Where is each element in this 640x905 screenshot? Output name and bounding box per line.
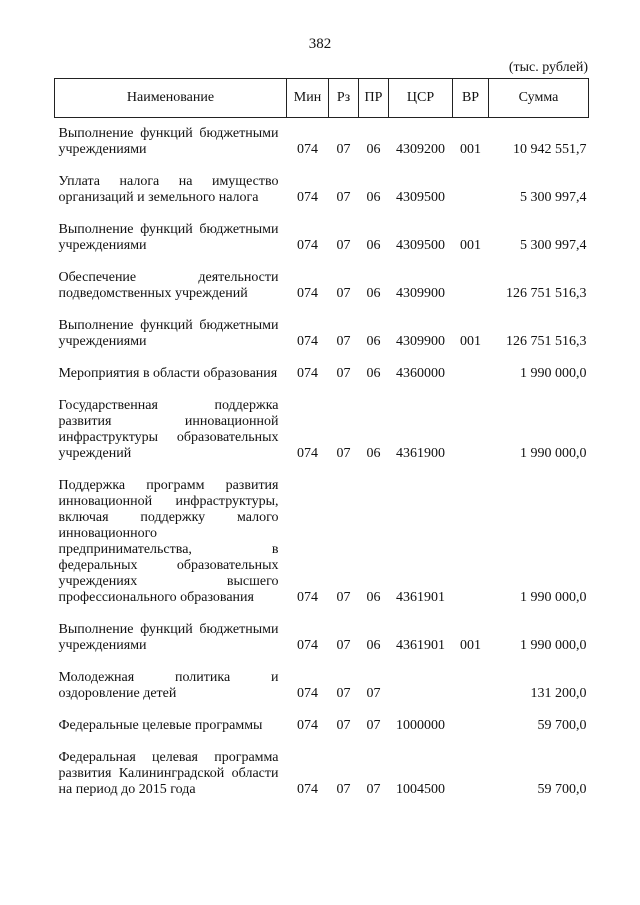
table-row xyxy=(55,742,589,806)
row-min: 074 xyxy=(297,142,318,157)
row-sum: 131 200,0 xyxy=(530,686,587,701)
row-rz: 07 xyxy=(336,334,351,349)
row-rz: 07 xyxy=(336,366,351,381)
row-vr: 001 xyxy=(460,238,481,253)
row-name: Выполнение функций бюджетными учреждениями xyxy=(58,622,279,653)
row-pr: 06 xyxy=(366,286,381,301)
row-pr: 07 xyxy=(366,782,381,797)
row-sum: 126 751 516,3 xyxy=(506,334,587,349)
row-csr: 1004500 xyxy=(396,782,445,797)
row-rz: 07 xyxy=(336,190,351,205)
header-rz: Рз xyxy=(329,79,359,118)
row-sum: 10 942 551,7 xyxy=(513,142,587,157)
table-row xyxy=(55,390,589,470)
row-rz: 07 xyxy=(336,446,351,461)
row-csr: 4361901 xyxy=(396,638,445,653)
row-csr xyxy=(389,662,453,710)
row-vr: 001 xyxy=(460,638,481,653)
row-vr: 001 xyxy=(460,142,481,157)
row-name: Выполнение функций бюджетными учреждениями xyxy=(58,222,279,253)
row-min: 074 xyxy=(297,686,318,701)
row-sum: 5 300 997,4 xyxy=(520,238,587,253)
row-vr: 001 xyxy=(460,334,481,349)
row-pr: 06 xyxy=(366,190,381,205)
header-vr: ВР xyxy=(453,79,489,118)
row-rz: 07 xyxy=(336,286,351,301)
row-vr xyxy=(453,710,489,742)
row-name: Уплата налога на имущество организаций и земельного налога xyxy=(58,174,279,205)
row-csr: 4361900 xyxy=(396,446,445,461)
row-sum: 59 700,0 xyxy=(537,782,587,797)
row-min: 074 xyxy=(297,238,318,253)
header-row xyxy=(55,79,589,118)
row-csr: 4309200 xyxy=(396,142,445,157)
row-vr xyxy=(453,390,489,470)
row-pr: 07 xyxy=(366,686,381,701)
header-sum: Сумма xyxy=(489,79,589,118)
row-csr: 1000000 xyxy=(396,718,445,733)
table-row xyxy=(55,310,589,358)
row-vr xyxy=(453,742,489,806)
row-rz: 07 xyxy=(336,782,351,797)
row-name: Поддержка программ развития инновационной инфраструктуры, включая поддержку малого инновационного предпринимательства, в федеральных образовательных учреждениях высшего профессионального образования xyxy=(58,478,279,605)
row-csr: 4309500 xyxy=(396,238,445,253)
row-csr: 4361901 xyxy=(396,590,445,605)
row-name: Федеральные целевые программы xyxy=(58,718,263,733)
row-min: 074 xyxy=(297,590,318,605)
table-row xyxy=(55,262,589,310)
row-vr xyxy=(453,166,489,214)
row-name: Обеспечение деятельности подведомственных учреждений xyxy=(58,270,279,301)
row-vr xyxy=(453,358,489,390)
row-vr xyxy=(453,662,489,710)
row-name: Мероприятия в области образования xyxy=(58,366,278,381)
row-rz: 07 xyxy=(336,718,351,733)
table-row xyxy=(55,662,589,710)
table-row xyxy=(55,166,589,214)
row-sum: 1 990 000,0 xyxy=(520,446,587,461)
table-header xyxy=(55,79,589,118)
row-min: 074 xyxy=(297,446,318,461)
units-label: (тыс. рублей) xyxy=(508,60,588,75)
row-sum: 1 990 000,0 xyxy=(520,366,587,381)
row-min: 074 xyxy=(297,334,318,349)
page-number: 382 xyxy=(308,36,332,52)
row-pr: 06 xyxy=(366,334,381,349)
row-name: Государственная поддержка развития инновационной инфраструктуры образовательных учреждений xyxy=(58,398,279,461)
row-name: Выполнение функций бюджетными учреждениями xyxy=(58,126,279,157)
row-vr xyxy=(453,262,489,310)
row-rz: 07 xyxy=(336,142,351,157)
row-pr: 06 xyxy=(366,366,381,381)
table-row xyxy=(55,118,589,167)
row-csr: 4309500 xyxy=(396,190,445,205)
row-pr: 06 xyxy=(366,238,381,253)
row-csr: 4309900 xyxy=(396,334,445,349)
row-pr: 06 xyxy=(366,142,381,157)
row-csr: 4360000 xyxy=(396,366,445,381)
row-sum: 59 700,0 xyxy=(537,718,587,733)
header-name: Наименование xyxy=(55,79,287,118)
row-name: Молодежная политика и оздоровление детей xyxy=(58,670,279,701)
budget-table xyxy=(54,78,589,806)
table-row xyxy=(55,358,589,390)
table-row xyxy=(55,710,589,742)
row-min: 074 xyxy=(297,286,318,301)
table-row xyxy=(55,214,589,262)
row-sum: 126 751 516,3 xyxy=(506,286,587,301)
row-sum: 1 990 000,0 xyxy=(520,590,587,605)
row-min: 074 xyxy=(297,718,318,733)
row-name: Выполнение функций бюджетными учреждениями xyxy=(58,318,279,349)
table-row xyxy=(55,614,589,662)
table-body xyxy=(55,118,589,807)
row-name: Федеральная целевая программа развития Калининградской области на период до 2015 года xyxy=(58,750,279,797)
row-pr: 06 xyxy=(366,638,381,653)
row-min: 074 xyxy=(297,638,318,653)
header-csr: ЦСР xyxy=(389,79,453,118)
row-csr: 4309900 xyxy=(396,286,445,301)
row-min: 074 xyxy=(297,190,318,205)
row-pr: 06 xyxy=(366,446,381,461)
table-row xyxy=(55,470,589,614)
row-sum: 1 990 000,0 xyxy=(520,638,587,653)
header-min: Мин xyxy=(287,79,329,118)
row-rz: 07 xyxy=(336,238,351,253)
row-pr: 06 xyxy=(366,590,381,605)
row-min: 074 xyxy=(297,366,318,381)
row-vr xyxy=(453,470,489,614)
row-pr: 07 xyxy=(366,718,381,733)
row-rz: 07 xyxy=(336,590,351,605)
row-sum: 5 300 997,4 xyxy=(520,190,587,205)
header-pr: ПР xyxy=(359,79,389,118)
row-rz: 07 xyxy=(336,686,351,701)
row-rz: 07 xyxy=(336,638,351,653)
row-min: 074 xyxy=(297,782,318,797)
